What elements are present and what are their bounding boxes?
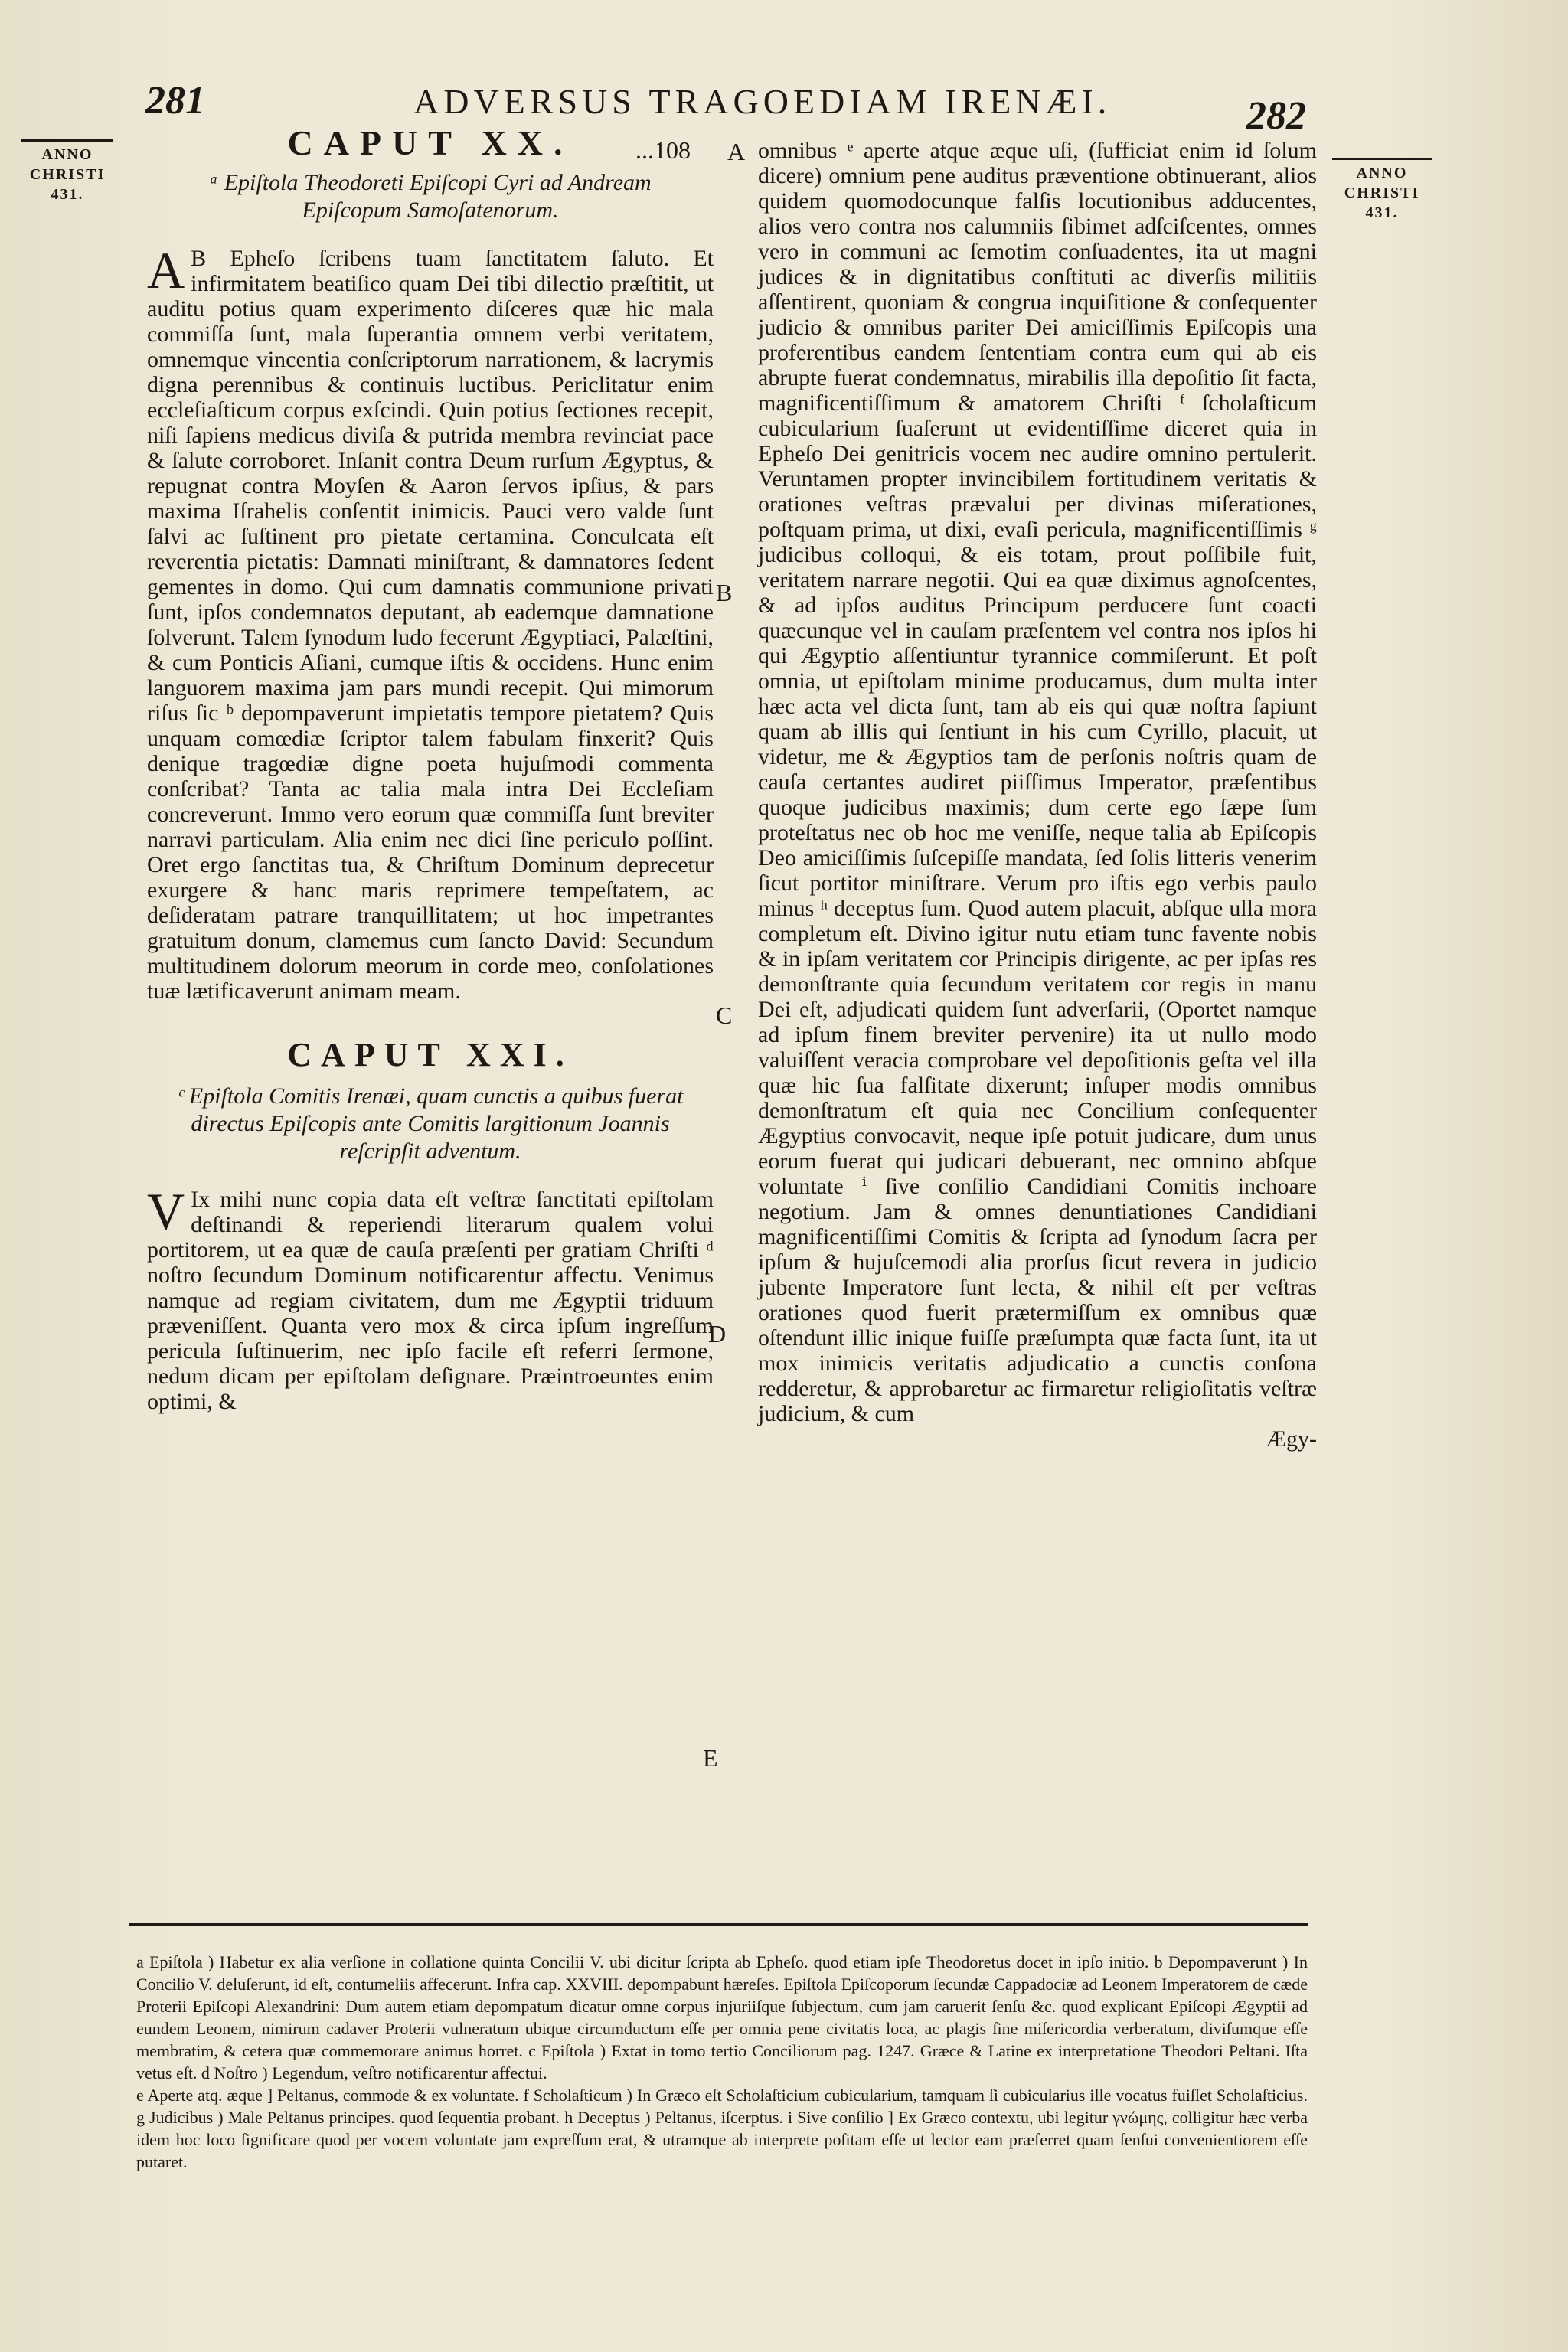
- section-letter: C: [716, 1001, 733, 1029]
- section-letter: E: [703, 1744, 718, 1772]
- catchword: Ægy-: [1266, 1426, 1317, 1452]
- chapter-title: CAPUT XX.: [287, 123, 573, 162]
- footnote-block: e Aperte atq. æque ] Peltanus, commode & ex voluntate. f Scholaſticum ) In Græco eſt Scholaſticium cubicularium, tamquam ſi cubicularius ille vocatus fuiſſet Scholaſticius. g Judicibus ) Male Peltanus principes. quod ſequentia probant. h Deceptus ) Peltanus, iſcerptus. i Sive conſilio ] Ex Græco contextu, ubi legitur γνώμης, colligitur hæc verba idem hoc loco ſignificare quod per vocem voluntate jam expreſſum erat, & utramque ab interprete poſitam eſſe ut lector eam præferret quam ſenſui convenientiorem eſſe putaret.: [136, 2086, 1308, 2171]
- chapter-title: CAPUT XXI.: [287, 1036, 573, 1073]
- body-paragraph: AB Epheſo ſcribens tuam ſanctitatem ſaluto. Et infirmitatem beatiſico quam Dei tibi dilectio præſtitit, ut auditu potius quam experimento diſceres quæ hic mala commiſſa ſunt, mala ſuperantia omnem verbi veritatem, omnemque vincentia conſcriptorum narrationem, & lacrymis digna perennibus & continuis luctibus. Periclitatur enim eccleſiaſticum corpus exſcindi. Quin potius ſectiones recepit, niſi ſapiens medicus diviſa & putrida membra revinciat pace & ſalute corroboret. Inſanit contra Deum rurſum Ægyptus, & repugnat contra Moyſen & Aaron ſervos ipſius, & pars maxima Iſrahelis conſentit inimicis. Pauci vero valde ſunt ſalvi ac ſuſtinent pro pietate certamina. Conculcata eſt reverentia pietatis: Damnati miniſtrant, & damnatores ſedent gementes in domo. Qui cum damnatis communione privati ſunt, ipſos condemnatos deputant, ab eademque damnatione ſolverunt. Talem ſynodum ludo fecerunt Ægyptiaci, Palæſtini, & cum Ponticis Aſiani, cumque iſtis & occidens. Hunc enim languorem maxima jam pars mundi recepit. Qui mimorum riſus ſic ᵇ depompaverunt impietatis tempore pietatem? Quis unquam comœdiæ ſcriptor talem fabulam finxerit? Quis denique tragœdiæ digne poeta hujuſmodi commenta conſcribat? Tanta ac talia mala intra Dei Eccleſiam concreverunt. Immo vero eorum quæ commiſſa ſunt breviter narravi particulam. Alia enim nec dici ſine periculo poſſint. Oret ergo ſanctitas tua, & Chriſtum Dominum deprecetur exurgere & hanc maris reprimere tempeſtatem, ac deſideratam patrare tranquillitatem; ut hoc impetrantes gratuitum donum, clamemus cum ſancto David: Secundum multitudinem dolorum meorum in corde meo, conſolationes tuæ lætificaverunt animam meam.: [147, 241, 714, 1004]
- footnote-divider: [129, 1923, 1308, 1926]
- epistle-title: ᵃ Epiſtola Theodoreti Epiſcopi Cyri ad Andream Epiſcopum Samoſatenorum.: [209, 170, 652, 223]
- running-title: ADVERSUS TRAGOEDIAM IRENÆI.: [413, 82, 1112, 121]
- footnote-block: a Epiſtola ) Habetur ex alia verſione in collatione quinta Concilii V. ubi dicitur ſcripta ab Epheſo. quod etiam ipſe Theodoretus docet in ipſo initio. b Depompaverunt ) In Concilio V. deluſerunt, id eſt, contumeliis affecerunt. Infra cap. XXVIII. depompabunt hæreſes. Epiſtola Epiſcoporum ſecundæ Cappadociæ ad Leonem Imperatorem de cæde Proterii Epiſcopi Alexandrini: Dum autem etiam depompatum dicatur omne corpus injuriiſque ſubjectum, cum jam caruerit ſenſu &c. quod explicant Epiſcopi Ægyptii ad eundem Leonem, nimirum cadaver Proterii vulneratum ubique circumductum eſſe per omnia pene civitatis loca, ac plagis ſine miſericordia verberatum, diviſumque eſſe membratim, & cetera quæ commemorare animus horret. c Epiſtola ) Extat in tomo tertio Conciliorum pag. 1247. Græce & Latine ex interpretatione Theodori Peltani. Iſta vetus eſt. d Noſtro ) Legendum, veſtro notificarentur affectui.: [136, 1952, 1308, 2082]
- running-head: [0, 70, 1568, 138]
- body-paragraph: omnibus ᵉ aperte atque æque uſi, (ſufficiat enim id ſolum dicere) omnium pene auditus præventione obtinuerant, alios quidem quomodocunque falſis locutionibus adducentes, alios vero contra nos calumniis ſibimet adſciſcentes, omnes vero in communi ac ſemotim conſuadentes, ita ut magni judices & in dignitatibus conſtituti ac diverſis militiis aſſentirent, quoniam & congrua inquiſitione & conſequenter judicio & omnibus pariter Dei amiciſſimis Epiſcopis una proferentibus eandem ſententiam contra eum qui ab eis abrupte fuerat condemnatus, mirabilis illa depoſitio ſit facta, magnificentiſſimum & amatorem Chriſti ᶠ ſcholaſticum cubicularium ſuaſerunt ut evidentiſſime diceret quia in Epheſo Dei genitricis vocem nec audire omnino pertulerit. Veruntamen propter invincibilem fortitudinem veritatis & orationes veſtras prævalui per divinas miſerationes, poſtquam prima, ut dixi, evaſi pericula, magnificentiſſimis ᵍ judicibus colloqui, & eis totam, prout poſſibile fuit, veritatem narrare negotii. Qui ea quæ diximus agnoſcentes, & ad ipſos auditus Principum perducere ſunt coacti quæcunque vel in cauſam præſentem vel contra nos ipſos hi qui Ægyptio aſſentiuntur tyrannice commiſerunt. Et poſt omnia, ut epiſtolam minime producamus, dum multa inter hæc acta vel dicta ſunt, tam ab eis qui quæ noſtra ſapiunt quam ab illis qui ſentiunt in his cum Cyrillo, placuit, ut videtur, me & Ægyptios tam de perſonis noſtris quam de cauſa certantes audiret piiſſimus Imperator, præſentibus quoque judicibus maximis; dum certe ego ſæpe ſum proteſtatus nec ob hoc me veniſſe, neque talia ab Epiſcopis Deo amiciſſimis ſuſcepiſſe mandata, ſed ſolis litteris venerim ſicut portitor miniſtrare. Verum pro iſtis ego verbis paulo minus ʰ deceptus ſum. Quod autem placuit, abſque ulla mora completum eſt. Divino igitur nutu etiam tunc favente nobis & in ipſam veritatem cor Principis dirigente, ac per ipſas res demonſtrante quia ſecundum veritatem cor regis in manu Dei eſt, adjudicati quidem ſunt adverſarii, (Oportet namque ad ipſum finem breviter pervenire) ita ut nullo modo valuiſſent veracia comprobare vel depoſitionis geſta vel illa quæ hic ſua falſitate dixerunt; inſuper modis omnibus demonſtratum eſt quia nec Concilium conſequenter Ægyptius convocavit, neque ipſe potuit judicare, dum unus eorum fuerat qui judicari debuerant, nec omnino abſque voluntate ⁱ ſive conſilio Candidiani Comitis inchoare negotium. Jam & omnes denuntiationes Candidiani magnificentiſſimi Comitis & ſcripta ad ſynodum ſacra per ipſum & hujuſcemodi alia prorſus ſicut revera in judicio jubente Imperatore ſunt lecta, & nihil eſt per veſtras orationes quod fuerit prætermiſſum ex omnibus quæ oſtendunt illic inique fuiſſe præſumpta quæ facta ſunt, ita ut mox inimicis veritatis adjudicatio a cunctis conſona redderetur, & approbaretur ac firmaretur religioſitatis veſtræ judicium, & cum: [758, 138, 1317, 1426]
- left-column: [147, 123, 714, 1414]
- page-number-right: 282: [1246, 94, 1306, 138]
- margin-year-left: ANNO CHRISTI 431.: [21, 139, 113, 204]
- section-letter: B: [716, 579, 733, 606]
- section-letter: A: [727, 138, 746, 165]
- section-letter: D: [708, 1320, 727, 1348]
- body-paragraph: VIx mihi nunc copia data eſt veſtræ ſanctitati epiſtolam deſtinandi & reperiendi literarum qualem volui portitorem, ut ea quæ de cauſa præſenti per gratiam Chriſti ᵈ noſtro ſecundum Dominum notificarentur affectu. Venimus namque ad regiam civitatem, dum me Ægyptii triduum præveniſſent. Quanta vero mox & circa ipſum ingreſſum pericula ſuſtinuerim, nec ipſo facile eſt referri ſermone, nedum dicam per epiſtolam deſignare. Præintroeuntes enim optimi, &: [147, 1182, 714, 1414]
- margin-year-right: ANNO CHRISTI 431.: [1332, 158, 1432, 223]
- page-number-left: 281: [145, 79, 205, 122]
- right-column: [758, 138, 1317, 1452]
- footnotes: [136, 1951, 1308, 2173]
- epistle-title: ᶜ Epiſtola Comitis Irenæi, quam cunctis a quibus fuerat directus Epiſcopis ante Comitis largitionum Joannis reſcripſit adventum.: [177, 1083, 684, 1164]
- chapter-reference: ...108: [635, 136, 691, 164]
